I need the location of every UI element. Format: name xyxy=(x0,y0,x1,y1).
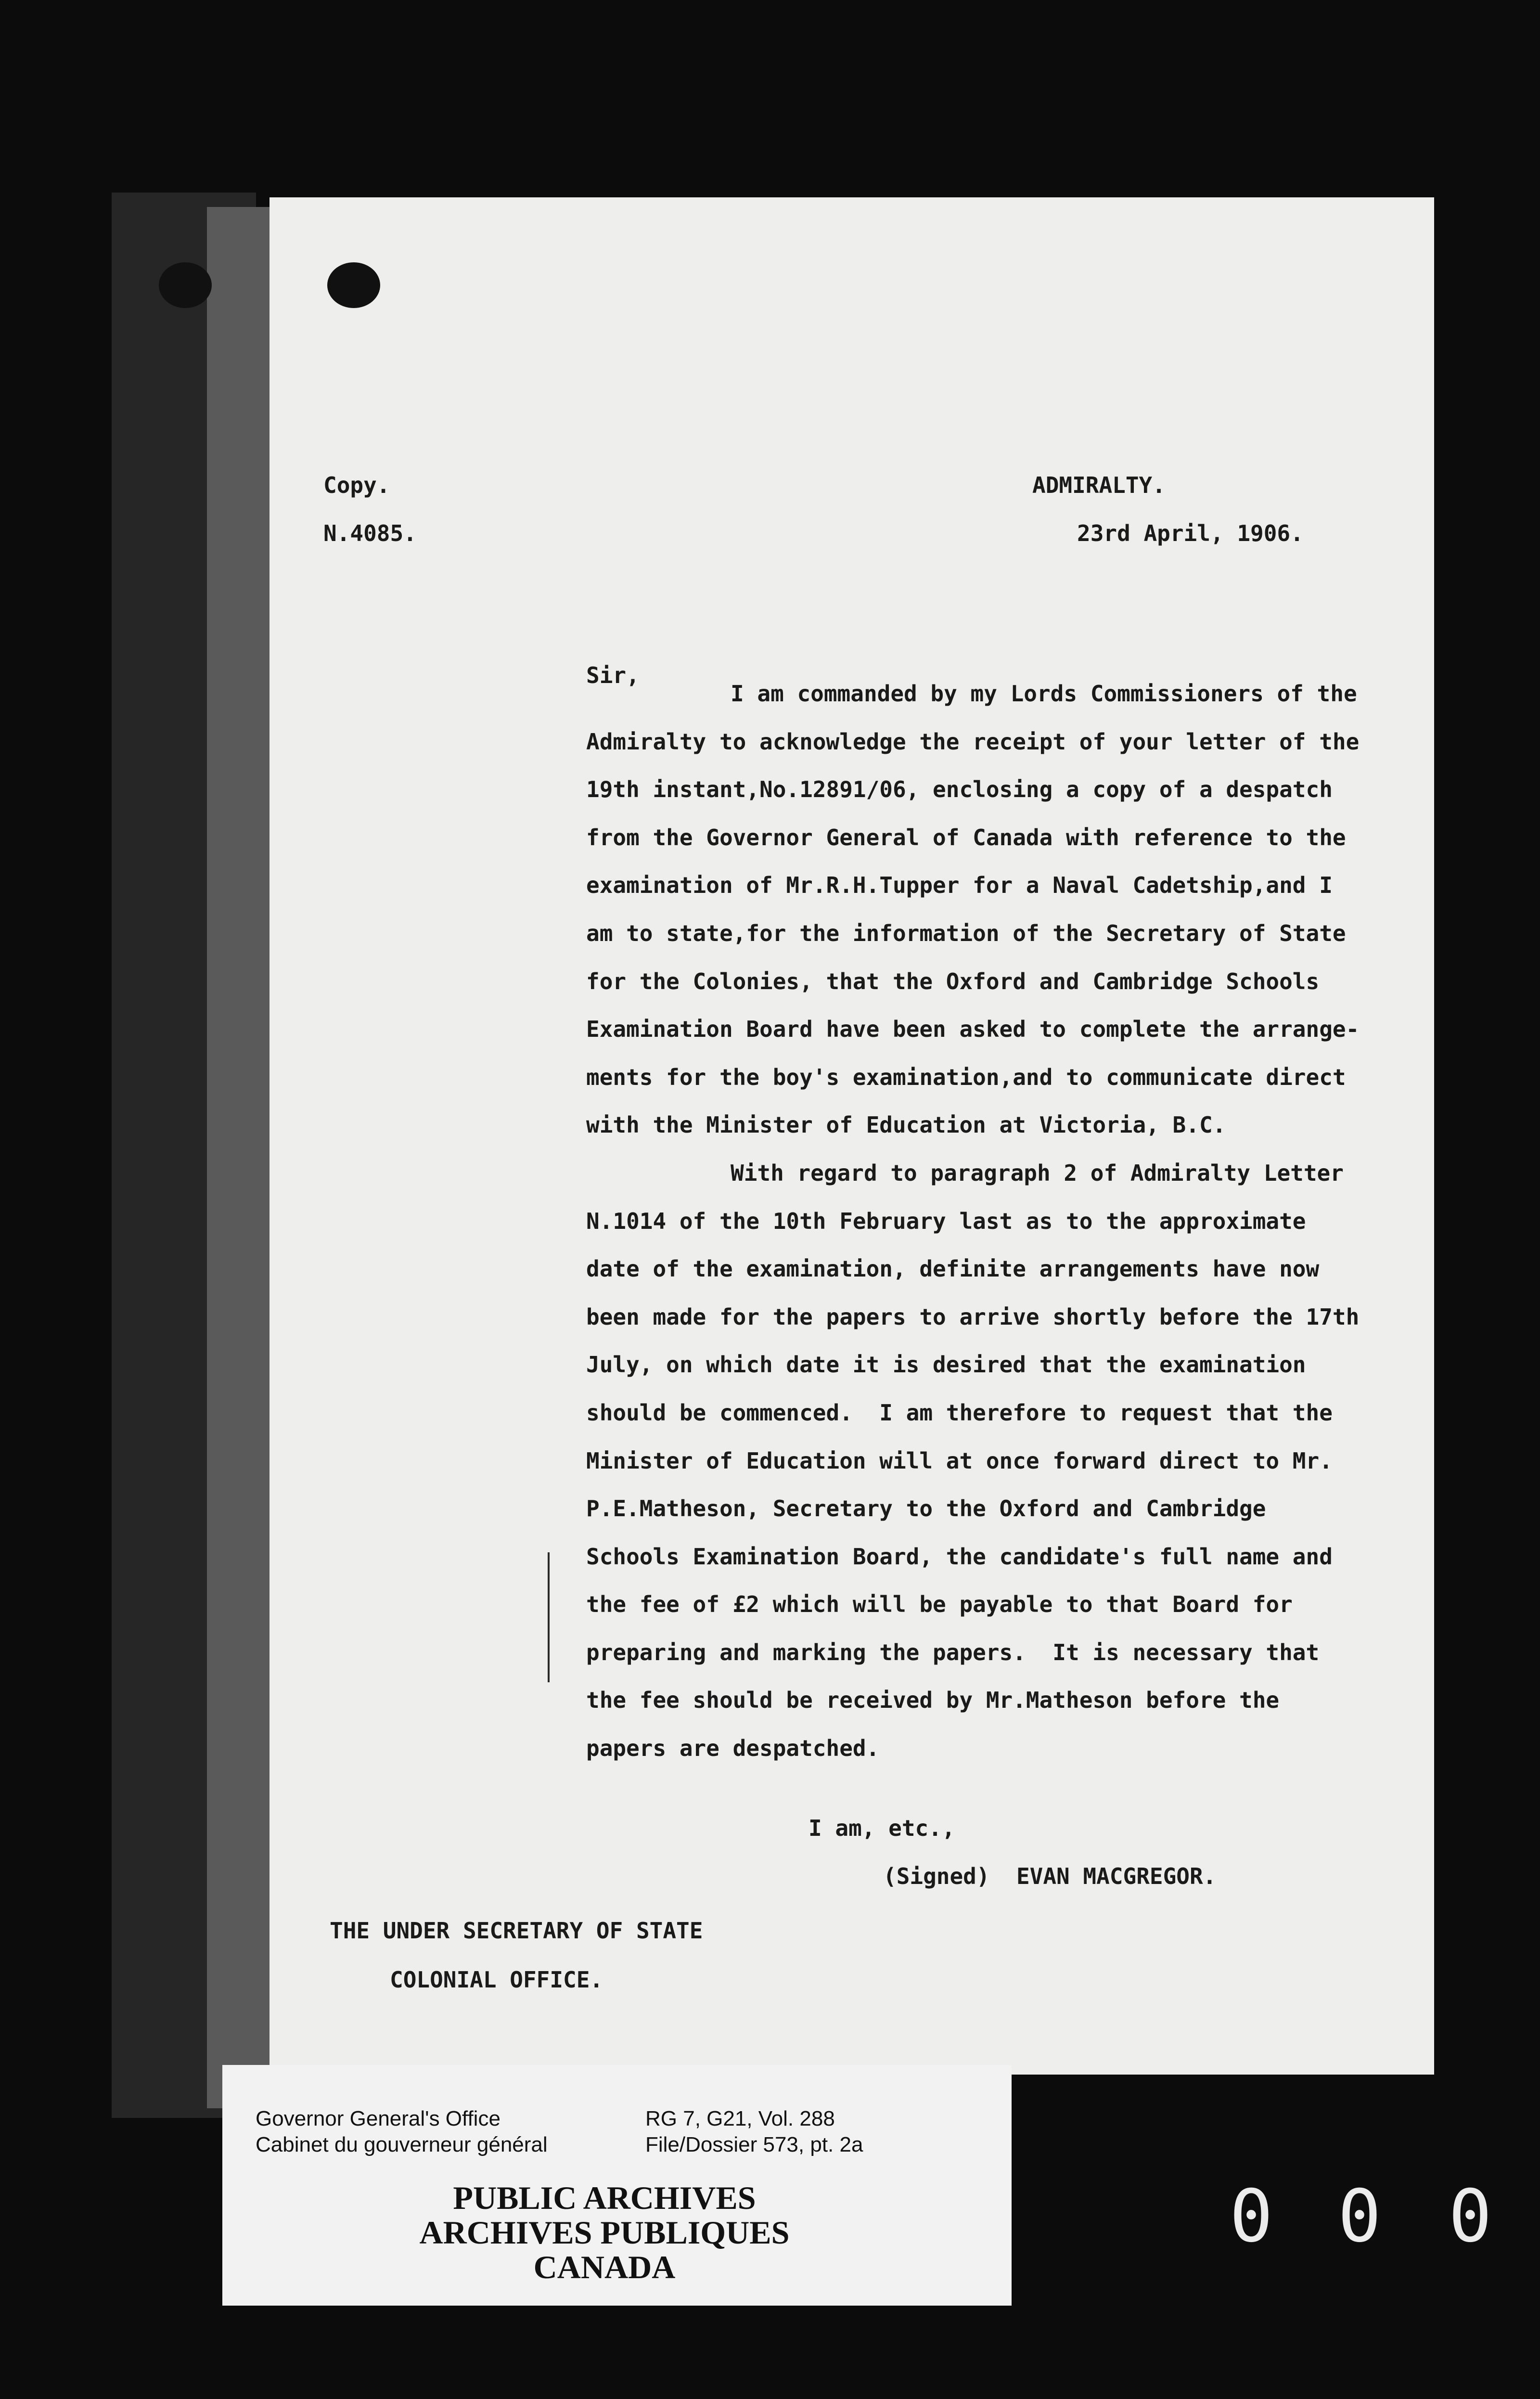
body-line: I am commanded by my Lords Commissioners of the xyxy=(731,681,1357,707)
body-line: preparing and marking the papers. It is necessary that xyxy=(586,1639,1320,1665)
copy-label: Copy. xyxy=(323,472,390,498)
margin-pencil-mark xyxy=(548,1552,550,1682)
body-line: been made for the papers to arrive shortly before the 17th xyxy=(586,1303,1360,1330)
record-file: File/Dossier 573, pt. 2a xyxy=(645,2133,863,2156)
body-line: With regard to paragraph 2 of Admiralty Letter xyxy=(731,1160,1344,1186)
frame-counter-digit: 0 xyxy=(1337,2175,1382,2258)
record-reference xyxy=(645,2106,863,2158)
frame-counter-digit: 0 xyxy=(1448,2175,1492,2258)
body-line: examination of Mr.R.H.Tupper for a Naval Cadetship,and I xyxy=(586,872,1333,899)
sender-heading: ADMIRALTY. xyxy=(1032,472,1166,498)
body-line: should be commenced. I am therefore to request that the xyxy=(586,1399,1333,1426)
body-line: date of the examination, definite arrangements have now xyxy=(586,1256,1320,1282)
body-line: papers are despatched. xyxy=(586,1735,880,1762)
letter-body xyxy=(586,670,1438,1773)
office-name-fr: Cabinet du gouverneur général xyxy=(256,2133,548,2156)
frame-counter-digit: 0 xyxy=(1229,2175,1273,2258)
salutation: Sir, xyxy=(586,662,640,688)
signature: (Signed) EVAN MACGREGOR. xyxy=(883,1863,1217,1889)
punch-hole-left xyxy=(159,262,212,308)
body-line: for the Colonies, that the Oxford and Cambridge Schools xyxy=(586,968,1320,994)
archives-line-country: CANADA xyxy=(533,2249,676,2285)
film-frame-strip xyxy=(207,207,274,2108)
archive-reference-label xyxy=(244,2084,965,2176)
body-line: 19th instant,No.12891/06, enclosing a copy of a despatch xyxy=(586,776,1333,803)
office-names xyxy=(256,2106,548,2158)
reference-number: N.4085. xyxy=(323,520,417,546)
letter-date: 23rd April, 1906. xyxy=(1077,520,1304,546)
punch-hole-right xyxy=(327,262,380,308)
archives-line-en: PUBLIC ARCHIVES xyxy=(453,2180,756,2216)
body-line: N.1014 of the 10th February last as to the approximate xyxy=(586,1208,1306,1234)
body-line: P.E.Matheson, Secretary to the Oxford and Cambridge xyxy=(586,1496,1266,1522)
addressee-line-1: THE UNDER SECRETARY OF STATE xyxy=(330,1918,703,1944)
body-line: am to state,for the information of the Secretary of State xyxy=(586,920,1346,946)
closing: I am, etc., xyxy=(808,1815,955,1841)
body-line: from the Governor General of Canada with reference to the xyxy=(586,824,1346,851)
addressee-line-2: COLONIAL OFFICE. xyxy=(390,1967,603,1993)
record-volume: RG 7, G21, Vol. 288 xyxy=(645,2107,835,2130)
body-line: Schools Examination Board, the candidate's full name and xyxy=(586,1543,1333,1570)
body-line: with the Minister of Education at Victoria, B.C. xyxy=(586,1112,1226,1138)
body-line: Examination Board have been asked to complete the arrange- xyxy=(586,1016,1360,1043)
office-name-en: Governor General's Office xyxy=(256,2107,500,2130)
archives-line-fr: ARCHIVES PUBLIQUES xyxy=(419,2214,790,2251)
public-archives-label xyxy=(244,2180,965,2306)
body-line: July, on which date it is desired that the examination xyxy=(586,1352,1306,1378)
body-line: Minister of Education will at once forward direct to Mr. xyxy=(586,1447,1333,1474)
body-line: Admiralty to acknowledge the receipt of your letter of the xyxy=(586,728,1360,755)
body-line: the fee of £2 which will be payable to that Board for xyxy=(586,1591,1293,1618)
body-line: ments for the boy's examination,and to communicate direct xyxy=(586,1064,1346,1090)
body-line: the fee should be received by Mr.Matheson before the xyxy=(586,1687,1280,1714)
